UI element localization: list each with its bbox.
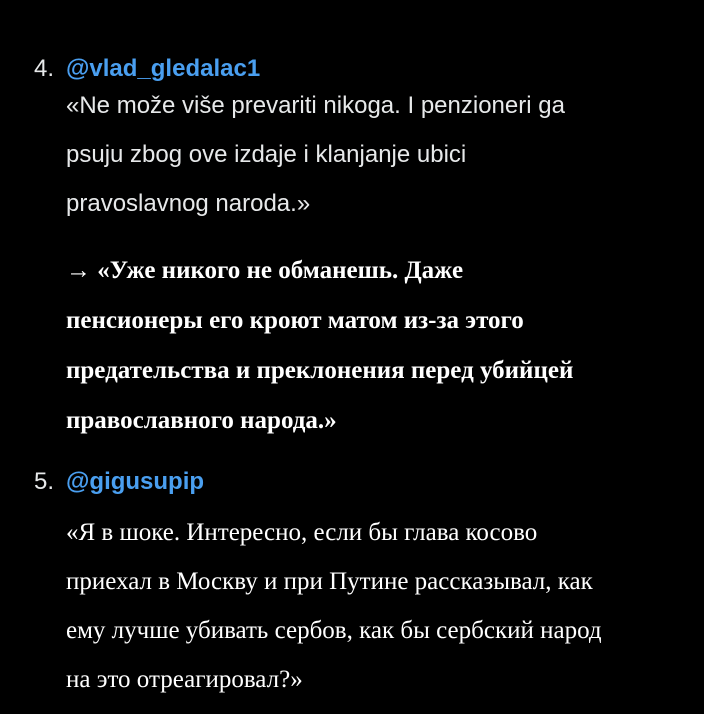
user-handle-link[interactable]: @vlad_gledalac1 [66,55,261,82]
quote-line: ему лучше убивать сербов, как бы сербский народ [66,617,602,644]
quote-line: pravoslavnog naroda.» [66,190,311,217]
quote-line: psuju zbog ove izdaje i klanjanje ubici [66,141,467,168]
translation-line: пенсионеры его кроют матом из-за этого [66,307,524,334]
translation-line: предательства и преклонения перед убийцей [66,357,574,384]
user-handle-link[interactable]: @gigusupip [66,468,205,495]
quote-original [66,81,676,228]
quote-line: «Ne može više prevariti nikoga. I penzioneri ga [66,92,565,119]
quote-line: приехал в Москву и при Путине рассказывал, как [66,568,593,595]
quote-line: на это отреагировал?» [66,666,303,693]
translation-line: → «Уже никого не обманешь. Даже [66,257,464,284]
quote-translation [66,246,676,446]
item-number: 5. [34,468,55,495]
translation-line: православного народа.» [66,407,337,434]
item-number: 4. [34,55,55,82]
quote-original [66,508,676,704]
quote-line: «Я в шоке. Интересно, если бы глава косово [66,519,538,546]
